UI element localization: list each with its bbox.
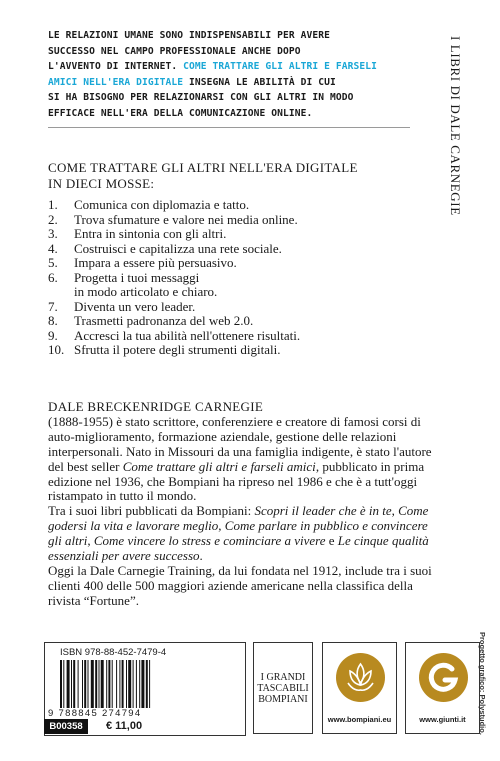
author-bio xyxy=(48,400,433,609)
list-item xyxy=(48,300,428,315)
spine-series-title: I LIBRI DI DALE CARNEGIE xyxy=(448,36,463,216)
step-number: 7. xyxy=(48,298,58,314)
list-item xyxy=(48,314,428,329)
step-text: Accresci la tua abilità nell'ottenere risultati. xyxy=(74,327,301,343)
list-item xyxy=(48,329,428,344)
intro-line: SUCCESSO NEL CAMPO PROFESSIONALE ANCHE DOPO xyxy=(48,45,301,57)
publisher-url[interactable]: www.bompiani.eu xyxy=(327,715,392,724)
step-text: Impara a essere più persuasivo. xyxy=(74,255,237,270)
step-number: 1. xyxy=(48,197,58,212)
list-item xyxy=(48,242,428,257)
series-name-box xyxy=(253,642,313,734)
series-line: TASCABILI xyxy=(257,682,309,694)
step-text: Trasmetti padronanza del web 2.0. xyxy=(74,313,254,328)
list-item xyxy=(48,198,428,213)
step-number: 6. xyxy=(48,269,58,285)
book-title-highlight: COME TRATTARE GLI ALTRI E FARSELI xyxy=(183,61,378,73)
step-text: Costruisci e capitalizza una rete sociale. xyxy=(74,240,282,256)
step-number: 5. xyxy=(48,255,58,270)
product-code-badge: B00358 xyxy=(44,719,88,734)
intro-line: SI HA BISOGNO PER RELAZIONARSI CON GLI ALTRI IN MODO xyxy=(48,92,354,104)
bio-paragraph: (1888-1955) è stato scrittore, conferenziere e creatore di famosi corsi di auto-miglioramento, formazione aziendale, gestione delle relazioni interpersonali. Nato in Missouri da una famiglia indigente, è stato l'autore del best seller Come trattare gli altri e farseli amici, pubblicato in prima edizione nel 1936, che Bompiani ha ripreso nel 1986 e che è a tutt'oggi ristampato in tutto il mondo. xyxy=(48,413,432,504)
list-item xyxy=(48,271,428,300)
step-text: Diventa un vero leader. xyxy=(74,298,196,314)
step-number: 10. xyxy=(48,342,65,357)
step-number: 8. xyxy=(48,313,58,328)
list-item xyxy=(48,213,428,228)
list-item xyxy=(48,343,428,358)
book-title-highlight: AMICI NELL'ERA DIGITALE xyxy=(48,76,184,88)
bompiani-lotus-icon xyxy=(336,653,385,702)
steps-heading-line: COME TRATTARE GLI ALTRI NELL'ERA DIGITALE xyxy=(48,160,358,175)
bompiani-logo-box xyxy=(322,642,397,734)
bio-paragraph: Tra i suoi libri pubblicati da Bompiani: Scopri il leader che è in te, Come godersi la vita e lavorare meglio, Come parlare in pubblico e convincere gli altri, Come vincere lo stress e cominciare a vivere e Le cinque qualità essenziali per avere successo. xyxy=(48,503,429,564)
step-number: 2. xyxy=(48,211,58,227)
intro-line: EFFICACE NELL'ERA DELLA COMUNICAZIONE ONLINE. xyxy=(48,107,313,119)
giunti-spiral-icon xyxy=(419,653,468,702)
intro-blurb xyxy=(48,28,410,122)
step-text: Trova sfumature e valore nei media online. xyxy=(74,211,298,227)
design-credit: Progetto grafico: Polystudio. xyxy=(478,632,487,735)
divider-rule xyxy=(48,127,410,128)
step-number: 9. xyxy=(48,327,58,343)
step-number: 4. xyxy=(48,240,58,256)
barcode-image xyxy=(60,660,180,708)
series-line: BOMPIANI xyxy=(258,693,308,705)
series-line: I GRANDI xyxy=(260,671,306,683)
step-text: Comunica con diplomazia e tatto. xyxy=(74,197,250,212)
intro-line: LE RELAZIONI UMANE SONO INDISPENSABILI PER AVERE xyxy=(48,30,331,41)
list-item xyxy=(48,227,428,242)
steps-heading xyxy=(48,160,418,192)
isbn-label: ISBN 978-88-452-7479-4 xyxy=(60,647,167,658)
step-text: Entra in sintonia con gli altri. xyxy=(74,226,227,241)
step-number: 3. xyxy=(48,226,58,241)
step-text: Progetta i tuoi messaggi in modo articolato e chiaro. xyxy=(74,269,218,299)
intro-line: L'AVVENTO DI INTERNET. COME TRATTARE GLI ALTRI E FARSELI xyxy=(48,61,378,73)
barcode-digits: 9 788845 274794 xyxy=(48,708,142,719)
steps-heading-line: IN DIECI MOSSE: xyxy=(48,176,155,191)
publisher-url[interactable]: www.giunti.it xyxy=(419,715,466,724)
steps-list xyxy=(48,198,428,358)
bio-paragraph: Oggi la Dale Carnegie Training, da lui fondata nel 1912, include tra i suoi clienti 400 delle 500 maggiori aziende americane nella classifica della rivista “Fortune”. xyxy=(48,562,432,608)
step-text: Sfrutta il potere degli strumenti digitali. xyxy=(74,342,281,357)
list-item xyxy=(48,256,428,271)
author-name: DALE BRECKENRIDGE CARNEGIE xyxy=(48,399,264,414)
giunti-logo-box xyxy=(405,642,480,734)
price-label: € 11,00 xyxy=(106,720,143,732)
intro-line: AMICI NELL'ERA DIGITALE INSEGNA LE ABILITÀ DI CUI xyxy=(48,76,336,88)
